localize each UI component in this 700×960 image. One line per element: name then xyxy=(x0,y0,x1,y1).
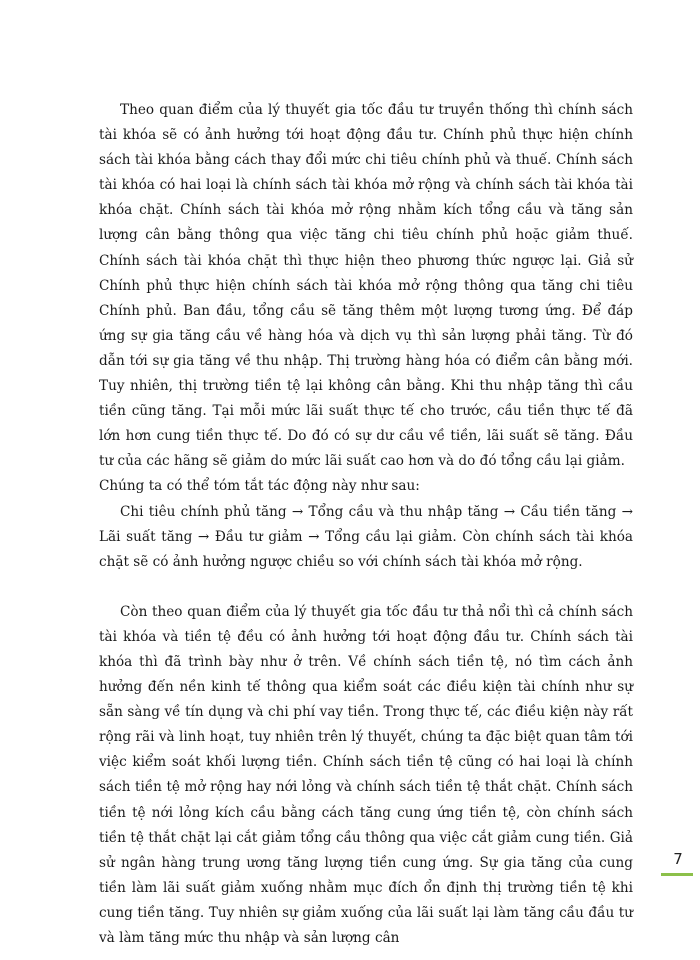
paragraph-causal-chain: Chi tiêu chính phủ tăng → Tổng cầu và thu nhập tăng → Cầu tiền tăng → Lãi suất tăng → Đầu tư giảm → Tổng cầu lại giảm. Còn chính sách tài khóa chặt sẽ có ảnh hưởng ngược chiều so với chính sách tài khóa mở rộng. xyxy=(99,503,633,570)
page-number: 7 xyxy=(673,850,683,868)
page-number-rule xyxy=(661,873,693,876)
section-gap xyxy=(99,575,633,600)
paragraph-summary-intro: Chúng ta có thể tóm tắt tác động này như sau: xyxy=(99,478,420,495)
page-body xyxy=(99,98,633,951)
paragraph-fiscal-traditional: Theo quan điểm của lý thuyết gia tốc đầu tư truyền thống thì chính sách tài khóa sẽ có ảnh hưởng tới hoạt động đầu tư. Chính phủ thực hiện chính sách tài khóa bằng cách thay đổi mức chi tiêu chính phủ và thuế. Chính sách tài khóa có hai loại là chính sách tài khóa mở rộng và chính sách tài khóa tài khóa chặt. Chính sách tài khóa mở rộng nhằm kích tổng cầu và tăng sản lượng cân bằng thông qua việc tăng chi tiêu chính phủ hoặc giảm thuế. Chính sách tài khóa chặt thì thực hiện theo phương thức ngược lại. Giả sử Chính phủ thực hiện chính sách tài khóa mở rộng thông qua tăng chi tiêu Chính phủ. Ban đầu, tổng cầu sẽ tăng thêm một lượng tương ứng. Để đáp ứng sự gia tăng cầu về hàng hóa và dịch vụ thì sản lượng phải tăng. Từ đó dẫn tới sự gia tăng về thu nhập. Thị trường hàng hóa có điểm cân bằng mới. Tuy nhiên, thị trường tiền tệ lại không cân bằng. Khi thu nhập tăng thì cầu tiền cũng tăng. Tại mỗi mức lãi suất thực tế cho trước, cầu tiền thực tế đã lớn hơn cung tiền thực tế. Do đó có sự dư cầu về tiền, lãi suất sẽ tăng. Đầu tư của các hãng sẽ giảm do mức lãi suất cao hơn và do đó tổng cầu lại giảm. xyxy=(99,102,633,470)
paragraph-floating-theory: Còn theo quan điểm của lý thuyết gia tốc đầu tư thả nổi thì cả chính sách tài khóa và tiền tệ đều có ảnh hưởng tới hoạt động đầu tư. Chính sách tài khóa thì đã trình bày như ở trên. Về chính sách tiền tệ, nó tìm cách ảnh hưởng đến nền kinh tế thông qua kiểm soát các điều kiện tài chính như sự sẵn sàng về tín dụng và chi phí vay tiền. Trong thực tế, các điều kiện này rất rộng rãi và linh hoạt, tuy nhiên trên lý thuyết, chúng ta đặc biệt quan tâm tới việc kiểm soát khối lượng tiền. Chính sách tiền tệ cũng có hai loại là chính sách tiền tệ mở rộng hay nới lỏng và chính sách tiền tệ thắt chặt. Chính sách tiền tệ nới lỏng kích cầu bằng cách tăng cung ứng tiền tệ, còn chính sách tiền tệ thắt chặt lại cắt giảm tổng cầu thông qua việc cắt giảm cung tiền. Giả sử ngân hàng trung ương tăng lượng tiền cung ứng. Sự gia tăng của cung tiền làm lãi suất giảm xuống nhằm mục đích ổn định thị trường tiền tệ khi cung tiền tăng. Tuy nhiên sự giảm xuống của lãi suất lại làm tăng cầu đầu tư và làm tăng mức thu nhập và sản lượng cân xyxy=(99,603,633,946)
